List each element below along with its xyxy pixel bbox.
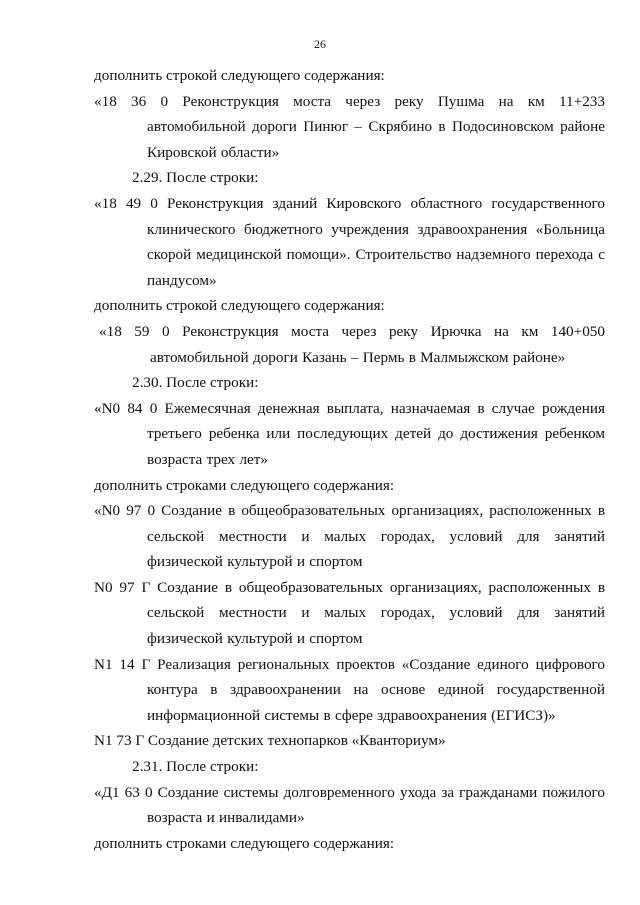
budget-entry-single: N1 73 Г Создание детских технопарков «Кванториум» [94,732,446,750]
budget-entry: «N0 84 0 Ежемесячная денежная выплата, назначаемая в случае рождения третьего ребенка или последующих детей до достижения ребенком возраста трех лет» [94,399,605,468]
subsection-heading: 2.30. После строки: [132,374,259,392]
budget-entry: N0 97 Г Создание в общеобразовательных организациях, расположенных в сельской местности и малых городах, условий для занятий физической культурой и спортом [94,578,605,648]
subsection-heading: 2.31. После строки: [132,758,259,776]
budget-entry: N1 14 Г Реализация региональных проектов «Создание единого цифрового контура в здравоохранении на основе единой государственной информационной системы в сфере здравоохранения (ЕГИСЗ)» [94,655,605,724]
instruction-line: дополнить строками следующего содержания: [94,476,395,494]
instruction-line: дополнить строками следующего содержания: [94,834,395,852]
budget-entry: «Д1 63 0 Создание системы долговременного ухода за гражданами пожилого возраста и инвалидами» [94,783,605,827]
page-number: 26 [314,37,326,51]
budget-entry: «18 59 0 Реконструкция моста через реку Ирючка на км 140+050 автомобильной дороги Казань – Пермь в Малмыжском районе» [99,322,605,366]
budget-entry: «18 49 0 Реконструкция зданий Кировского областного государственного клинического бюджетного учреждения здравоохранения «Больница скорой медицинской помощи». Строительство надземного перехода с пандусом» [94,194,605,289]
document-body [94,63,605,856]
subsection-heading: 2.29. После строки: [132,169,259,187]
budget-entry: «18 36 0 Реконструкция моста через реку Пушма на км 11+233 автомобильной дороги Пинюг – Скрябино в Подосиновском районе Кировской области» [94,92,605,161]
instruction-line: дополнить строкой следующего содержания: [94,67,385,84]
budget-entry: «N0 97 0 Создание в общеобразовательных организациях, расположенных в сельской местности и малых городах, условий для занятий физической культурой и спортом [94,502,605,571]
instruction-line: дополнить строкой следующего содержания: [94,297,385,315]
